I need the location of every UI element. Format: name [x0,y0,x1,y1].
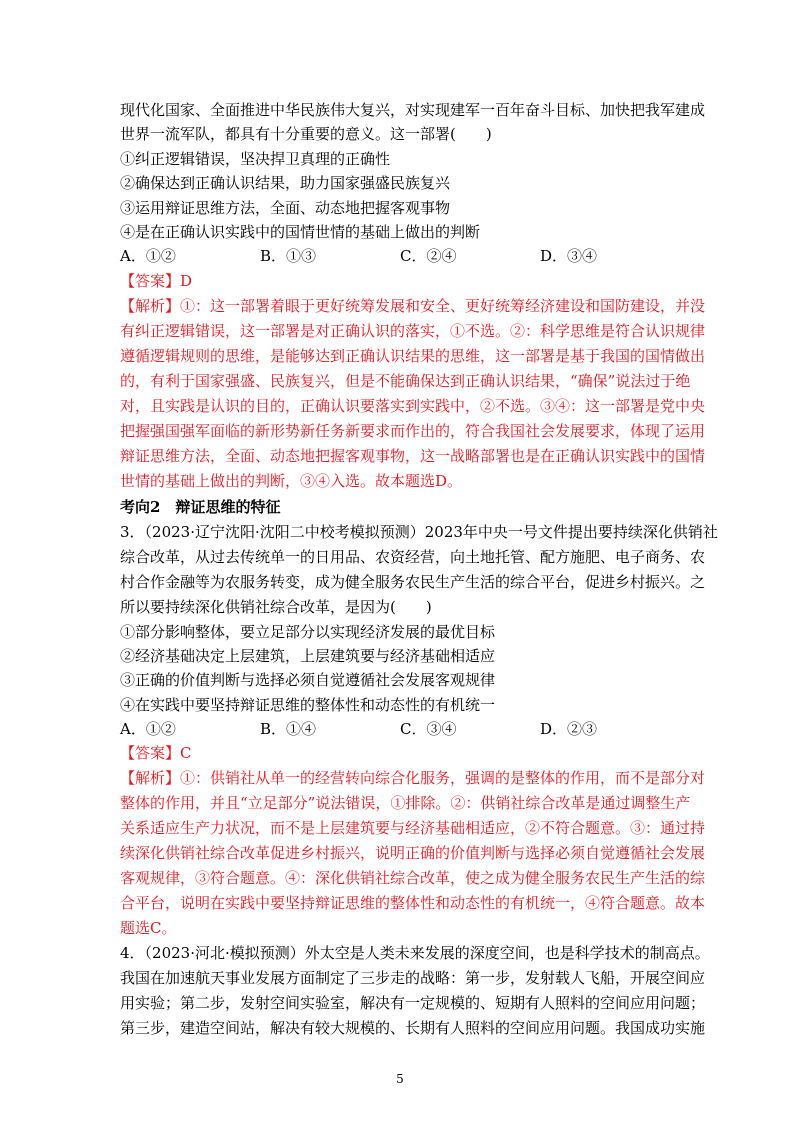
analysis-line: 辩证思维方法，全面、动态地把握客观事物，这一战略部署也是在正确认识实践中的国情 [120,447,706,465]
question-stem-line: 所以要持续深化供销社综合改革，是因为( ) [120,598,432,616]
analysis-line: 客观规律，③符合题意。④：深化供销社综合改革，使之成为健全服务农民生产生活的综 [120,869,706,887]
analysis-line: 整体的作用，并且“立足部分”说法错误，①排除。②：供销社综合改革是通过调整生产 [120,794,691,812]
option-c: C．②④ [400,247,457,265]
analysis-line: 世情的基础上做出的判断，③④入选。故本题选D。 [120,472,463,490]
question-stem-line: 用实验；第二步，发射空间实验室，解决有一定规模的、短期有人照料的空间应用问题； [120,994,706,1012]
answer-label: 【答案】C [120,744,192,762]
question-stem-line: 3．（2023·辽宁沈阳·沈阳二中校考模拟预测）2023年中央一号文件提出要持续深化供销社 [120,523,718,541]
choice-statement: ④是在正确认识实践中的国情世情的基础上做出的判断 [120,223,481,241]
section-heading: 考向2 辩证思维的特征 [120,498,281,516]
option-b: B．①③ [260,247,317,265]
option-b: B．①④ [260,720,317,738]
option-c: C．③④ [400,720,457,738]
option-d: D．②③ [540,720,598,738]
question-stem-line: 第三步，建造空间站，解决有较大规模的、长期有人照料的空间应用问题。我国成功实施 [120,1019,706,1037]
answer-label: 【答案】D [120,272,193,290]
choice-statement: ①部分影响整体，要立足部分以实现经济发展的最优目标 [120,623,496,641]
choice-statement: ②经济基础决定上层建筑，上层建筑要与经济基础相适应 [120,647,496,665]
analysis-line: 对，且实践是认识的目的，正确认识要落实到实践中，②不选。③④：这一部署是党中央 [120,397,706,415]
question-stem-line: 世界一流军队，都具有十分重要的意义。这一部署( ) [120,125,492,143]
choice-statement: ④在实践中要坚持辩证思维的整体性和动态性的有机统一 [120,696,496,714]
analysis-line: 遵循逻辑规则的思维，是能够达到正确认识结果的思维，这一部署是基于我国的国情做出 [120,347,706,365]
choice-statement: ②确保达到正确认识结果，助力国家强盛民族复兴 [120,174,451,192]
analysis-line: 把握强国强军面临的新形势新任务新要求而作出的，符合我国社会发展要求，体现了运用 [120,422,706,440]
analysis-line: 有纠正逻辑错误，这一部署是对正确认识的落实，①不选。②：科学思维是符合认识规律 [120,322,706,340]
question-stem-line: 我国在加速航天事业发展方面制定了三步走的战略：第一步，发射载人飞船，开展空间应 [120,969,706,987]
question-stem-line: 4．（2023·河北·模拟预测）外太空是人类未来发展的深度空间，也是科学技术的制高点。 [120,944,710,962]
option-d: D．③④ [540,247,598,265]
page-number: 5 [396,1072,404,1086]
choice-statement: ①纠正逻辑错误，坚决捍卫真理的正确性 [120,150,391,168]
analysis-line: 【解析】①：这一部署着眼于更好统筹发展和安全、更好统筹经济建设和国防建设，并没 [120,297,706,315]
question-stem-line: 综合改革，从过去传统单一的日用品、农资经营，向土地托管、配方施肥、电子商务、农 [120,548,706,566]
option-a: A．①② [120,720,176,738]
analysis-line: 关系适应生产力状况，而不是上层建筑要与经济基础相适应，②不符合题意。③：通过持 [120,819,706,837]
analysis-line: 合平台，说明在实践中要坚持辩证思维的整体性和动态性的有机统一，④符合题意。故本 [120,894,706,912]
analysis-line: 题选C。 [120,919,177,937]
option-a: A．①② [120,247,176,265]
analysis-line: 的，有利于国家强盛、民族复兴，但是不能确保达到正确认识结果，“确保”说法过于绝 [120,372,691,390]
question-stem-line: 现代化国家、全面推进中华民族伟大复兴，对实现建军一百年奋斗目标、加快把我军建成 [120,101,706,119]
analysis-line: 续深化供销社综合改革促进乡村振兴，说明正确的价值判断与选择必须自觉遵循社会发展 [120,844,706,862]
question-stem-line: 村合作金融等为农服务转变，成为健全服务农民生产生活的综合平台，促进乡村振兴。之 [120,573,706,591]
choice-statement: ③运用辩证思维方法，全面、动态地把握客观事物 [120,199,451,217]
analysis-line: 【解析】①：供销社从单一的经营转向综合化服务，强调的是整体的作用，而不是部分对 [120,769,706,787]
choice-statement: ③正确的价值判断与选择必须自觉遵循社会发展客观规律 [120,671,496,689]
